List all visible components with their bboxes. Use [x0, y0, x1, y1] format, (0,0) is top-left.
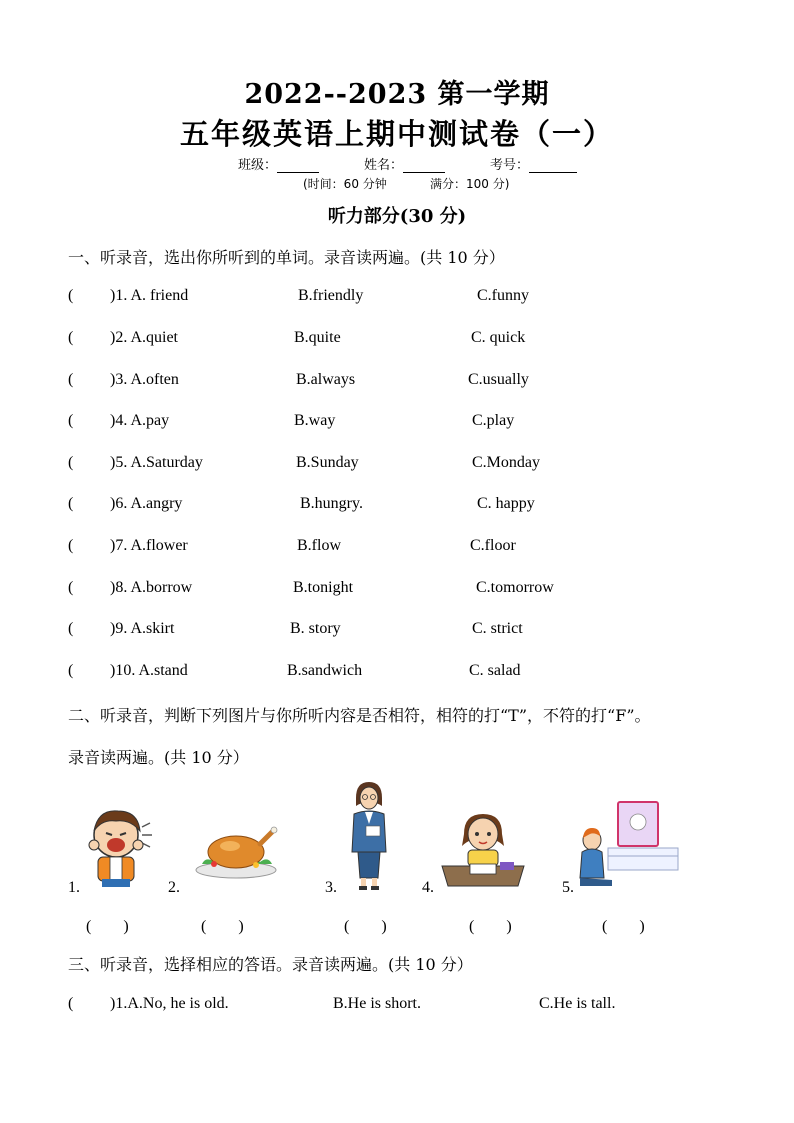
answer-bracket[interactable]: ( — [68, 454, 74, 471]
answer-blank[interactable]: ( ) — [469, 918, 512, 935]
boy-watching-tv-icon — [578, 800, 682, 892]
answer-bracket[interactable]: ( — [68, 662, 74, 679]
time-info: (时间：60 分钟 — [303, 177, 387, 191]
exam-title-term: 2022--2023 第一学期 — [244, 79, 550, 110]
picture-number: 2. — [168, 879, 180, 896]
name-blank[interactable] — [403, 160, 445, 173]
picture-number: 5. — [562, 879, 574, 896]
answer-bracket[interactable]: ( — [68, 579, 74, 596]
shouting-boy-icon — [84, 805, 156, 890]
option-b: B. story — [290, 620, 341, 637]
question-row — [68, 329, 748, 353]
teacher-icon — [346, 780, 392, 892]
option-b: B.hungry. — [300, 495, 363, 512]
option-c: C. quick — [471, 329, 526, 346]
answer-bracket[interactable]: ( — [68, 412, 74, 429]
option-a: )8. A.borrow — [110, 579, 193, 596]
option-a: )5. A.Saturday — [110, 454, 203, 471]
score-info: 满分：100 分) — [430, 177, 510, 191]
option-b: B.He is short. — [333, 995, 421, 1012]
option-a: )3. A.often — [110, 371, 179, 388]
question-row — [68, 371, 748, 395]
question-row — [68, 537, 748, 561]
answer-bracket[interactable]: ( — [68, 371, 74, 388]
picture-number: 1. — [68, 879, 80, 896]
option-c: C.tomorrow — [476, 579, 554, 596]
option-c: C.play — [472, 412, 515, 429]
listening-part-title: 听力部分(30 分) — [327, 206, 467, 227]
option-a: )1.A.No, he is old. — [110, 995, 229, 1012]
section3-title: 三、听录音，选择相应的答语。录音读两遍。(共 10 分） — [68, 955, 473, 974]
option-a: )9. A.skirt — [110, 620, 175, 637]
picture-number: 4. — [422, 879, 434, 896]
number-label: 考号： — [490, 158, 530, 173]
class-blank[interactable] — [277, 160, 319, 173]
answer-bracket[interactable]: ( — [68, 329, 74, 346]
option-a: )6. A.angry — [110, 495, 183, 512]
roast-turkey-icon — [194, 822, 278, 880]
picture-number: 3. — [325, 879, 337, 896]
option-c: C. strict — [472, 620, 523, 637]
option-b: B.Sunday — [296, 454, 359, 471]
name-label: 姓名： — [364, 158, 404, 173]
option-b: B.sandwich — [287, 662, 363, 679]
answer-bracket[interactable]: ( — [68, 495, 74, 512]
option-c: C.He is tall. — [539, 995, 616, 1012]
option-a: )1. A. friend — [110, 287, 189, 304]
question-row — [68, 662, 748, 686]
question-row — [68, 412, 748, 436]
question-row — [68, 287, 748, 311]
option-a: )10. A.stand — [110, 662, 188, 679]
option-c: C.funny — [477, 287, 529, 304]
question-row — [68, 579, 748, 603]
option-b: B.always — [296, 371, 356, 388]
section3-question — [68, 995, 748, 1019]
exam-title-main: 五年级英语上期中测试卷（一） — [179, 117, 614, 151]
answer-blank[interactable]: ( ) — [344, 918, 387, 935]
answer-blank[interactable]: ( ) — [86, 918, 129, 935]
answer-bracket[interactable]: ( — [68, 287, 74, 304]
class-label: 班级： — [238, 158, 278, 173]
option-c: C.floor — [470, 537, 516, 554]
answer-blank[interactable]: ( ) — [201, 918, 244, 935]
option-b: B.flow — [297, 537, 341, 554]
option-b: B.tonight — [293, 579, 354, 596]
picture-row — [0, 780, 794, 950]
question-row — [68, 454, 748, 478]
option-b: B.friendly — [298, 287, 364, 304]
answer-bracket[interactable]: ( — [68, 995, 74, 1012]
answer-bracket[interactable]: ( — [68, 537, 74, 554]
option-c: C. happy — [477, 495, 535, 512]
answer-blank[interactable]: ( ) — [602, 918, 645, 935]
section2-title-line1: 二、听录音，判断下列图片与你所听内容是否相符，相符的打“T”，不符的打“F”。 — [68, 706, 651, 725]
option-c: C. salad — [469, 662, 521, 679]
class-field — [238, 154, 319, 173]
option-b: B.quite — [294, 329, 341, 346]
option-c: C.usually — [468, 371, 529, 388]
option-a: )7. A.flower — [110, 537, 188, 554]
option-b: B.way — [294, 412, 336, 429]
name-field — [364, 154, 445, 173]
studying-girl-icon — [438, 812, 528, 890]
question-row — [68, 620, 748, 644]
section1-title: 一、听录音，选出你所听到的单词。录音读两遍。(共 10 分） — [68, 248, 505, 267]
number-field — [490, 154, 577, 173]
option-a: )4. A.pay — [110, 412, 170, 429]
question-row — [68, 495, 748, 519]
number-blank[interactable] — [529, 160, 577, 173]
option-c: C.Monday — [472, 454, 540, 471]
section2-title-line2: 录音读两遍。(共 10 分） — [68, 748, 249, 767]
answer-bracket[interactable]: ( — [68, 620, 74, 637]
option-a: )2. A.quiet — [110, 329, 178, 346]
